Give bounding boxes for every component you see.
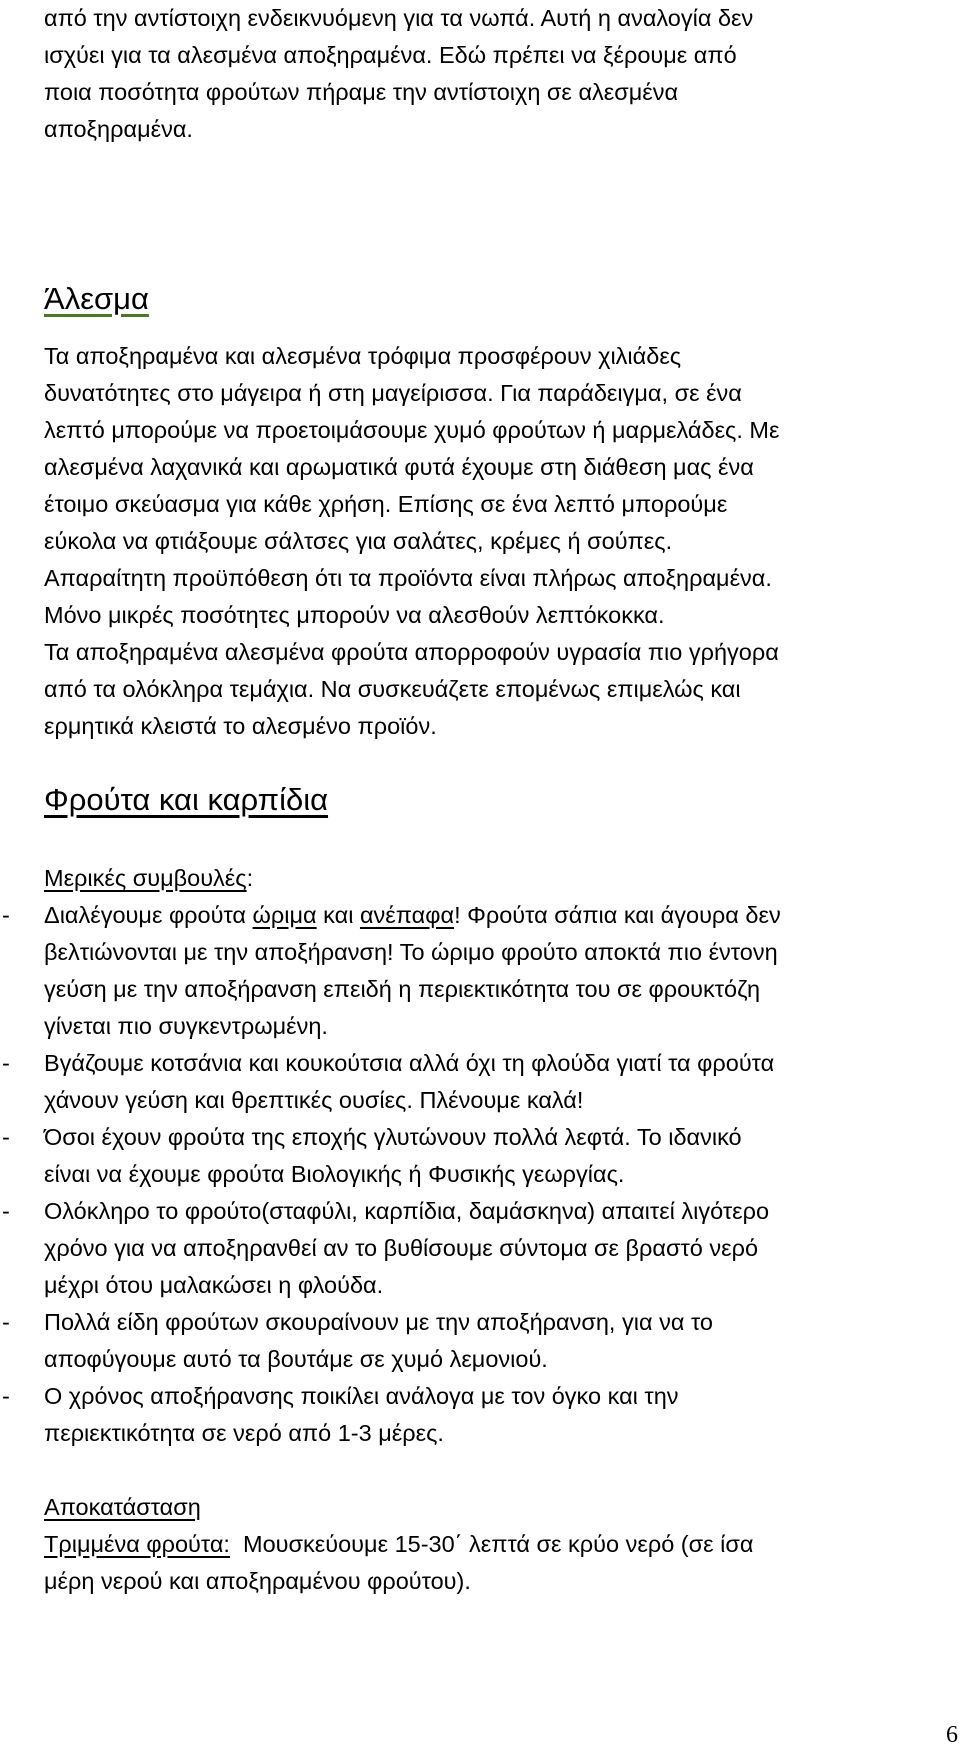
text-line: αλεσμένα λαχανικά και αρωματικά φυτά έχουμε στη διάθεση μας ένα [44,454,754,480]
text-line: - Πολλά είδη φρούτων σκουραίνουν με την αποξήρανση, για να το [44,1309,713,1335]
text-line: εύκολα να φτιάξουμε σάλτσες για σαλάτες, κρέμες ή σούπες. [44,528,673,554]
text-line: αποφύγουμε αυτό τα βουτάμε σε χυμό λεμονιού. [44,1346,548,1372]
text-line: - Όσοι έχουν φρούτα της εποχής γλυτώνουν πολλά λεφτά. Το ιδανικό [44,1124,742,1150]
text-line: - Ολόκληρο το φρούτο(σταφύλι, καρπίδια, δαμάσκηνα) απαιτεί λιγότερο [44,1198,770,1224]
tip-text: ! Φρούτα σάπια και άγουρα δεν [454,902,781,928]
text-line: - Βγάζουμε κοτσάνια και κουκούτσια αλλά όχι τη φλούδα γιατί τα φρούτα [44,1050,775,1076]
text-line: μέχρι ότου μαλακώσει η φλούδα. [44,1272,384,1298]
emphasis-intact: ανέπαφα [359,902,455,928]
list-item [44,1119,924,1193]
section-heading-fruits: Φρούτα και καρπίδια [44,782,329,817]
document-page [44,0,924,1600]
text-line: ισχύει για τα αλεσμένα αποξηραμένα. Εδώ πρέπει να ξέρουμε από [44,42,737,68]
page-number: 6 [946,1722,958,1748]
text-line [44,897,924,934]
list-item [44,1193,924,1304]
text-line: χάνουν γεύση και θρεπτικές ουσίες. Πλένουμε καλά! [44,1087,584,1113]
list-item [44,1378,924,1452]
tips-list [44,897,924,1452]
chopped-fruits-text: Μουσκεύουμε 15-30΄ λεπτά σε κρύο νερό (σε ίσα [229,1531,754,1557]
chopped-fruits-label: Τριμμένα φρούτα: [44,1531,230,1557]
text-line: Απαραίτητη προϋπόθεση ότι τα προϊόντα είναι πλήρως αποξηραμένα. [44,565,772,591]
text-line: λεπτό μπορούμε να προετοιμάσουμε χυμό φρούτων ή μαρμελάδες. Με [44,417,780,443]
alesma-paragraph [44,338,924,745]
text-line: βελτιώνονται με την αποξήρανση! Το ώριμο φρούτο αποκτά πιο έντονη [44,939,778,965]
text-line: είναι να έχουμε φρούτα Βιολογικής ή Φυσικής γεωργίας. [44,1161,625,1187]
intro-paragraph [44,0,924,148]
text-line: περιεκτικότητα σε νερό από 1-3 μέρες. [44,1420,444,1446]
text-line: - Ο χρόνος αποξήρανσης ποικίλει ανάλογα με τον όγκο και την [44,1383,679,1409]
text-line: ερμητικά κλειστά το αλεσμένο προϊόν. [44,713,437,739]
list-item [44,1304,924,1378]
text-line: έτοιμο σκεύασμα για κάθε χρήση. Επίσης σε ένα λεπτό μπορούμε [44,491,728,517]
tip-text: Διαλέγουμε φρούτα [44,902,253,928]
text-line: χρόνο για να αποξηρανθεί αν το βυθίσουμε σύντομα σε βραστό νερό [44,1235,759,1261]
text-line: γεύση με την αποξήρανση επειδή η περιεκτικότητα του σε φρουκτόζη [44,976,761,1002]
list-item [44,1045,924,1119]
tips-label-text: Μερικές συμβουλές [44,865,247,891]
emphasis-ripe: ώριμα [252,902,317,928]
text-line: Μόνο μικρές ποσότητες μπορούν να αλεσθούν λεπτόκοκκα. [44,602,665,628]
section-heading-alesma: Άλεσμα [44,281,149,316]
text-line [44,1526,924,1563]
text-line: από τα ολόκληρα τεμάχια. Να συσκευάζετε επομένως επιμελώς και [44,676,741,702]
list-item [44,897,924,1045]
text-line: ποια ποσότητα φρούτων πήραμε την αντίστοιχη σε αλεσμένα [44,79,679,105]
text-line: μέρη νερού και αποξηραμένου φρούτου). [44,1568,471,1594]
text-line: Τα αποξηραμένα αλεσμένα φρούτα απορροφούν υγρασία πιο γρήγορα [44,639,779,665]
text-line: Τα αποξηραμένα και αλεσμένα τρόφιμα προσφέρουν χιλιάδες [44,343,682,369]
tips-label [44,860,924,897]
text-line: από την αντίστοιχη ενδεικνυόμενη για τα νωπά. Αυτή η αναλογία δεν [44,5,754,31]
text-line: γίνεται πιο συγκεντρωμένη. [44,1013,328,1039]
tip-text: και [316,902,360,928]
restore-heading: Αποκατάσταση [44,1494,201,1520]
text-line: δυνατότητες στο μάγειρα ή στη μαγείρισσα. Για παράδειγμα, σε ένα [44,380,742,406]
text-line: αποξηραμένα. [44,116,193,142]
tips-label-colon: : [246,865,254,891]
